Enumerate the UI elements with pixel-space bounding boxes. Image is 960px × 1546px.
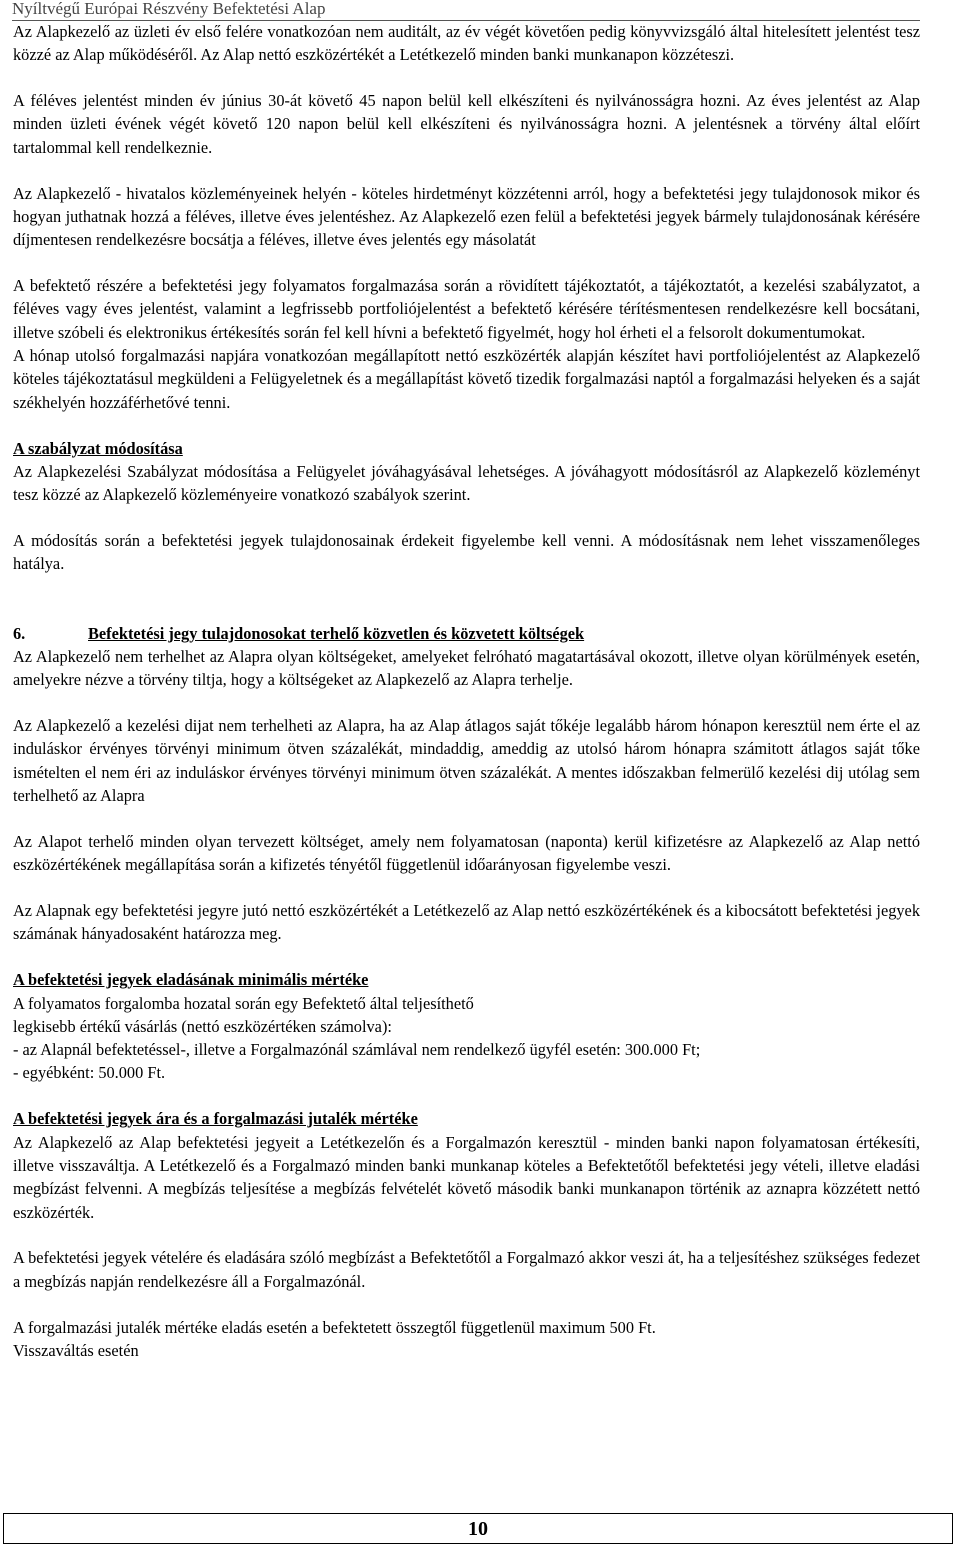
paragraph-planned-costs: Az Alapot terhelő minden olyan tervezett költséget, amely nem folyamatosan (naponta) kerül kifizetésre az Alapkezelő az Alap nettó eszközértékének megállapítása során a kifizetés tényétől függetlenül időarányosan figyelembe veszi. <box>13 831 920 875</box>
min-sale-line: legkisebb értékű vásárlás (nettó eszközértéken számolva): <box>13 1016 392 1036</box>
paragraph-investor-documents: A befektető részére a befektetési jegy folyamatos forgalmazása során a rövidített tájékoztatót, a tájékoztatót, a kezelési szabályzatot, a féléves vagy éves jelentést, valamint a legfrissebb portfoliójelentést a befektető kérésére térítésmentesen rendelkezésre kell bocsátani, illetve szóbeli és elektronikus értékesítés során fel kell hívni a befektető figyelmét, hogy hol érheti el a felsorolt dokumentumokat. <box>13 276 920 342</box>
document-body <box>13 20 920 1362</box>
paragraph-report-availability: Az Alapkezelő - hivatalos közleményeinek helyén - köteles hirdetményt közzétenni arról, hogy a befektetési jegy tulajdonosok mikor és hogyan juthatnak hozzá a féléves, illetve éves jelentéshez. Az Alapkezelő ezen felül a befektetési jegyek bármely tulajdonosának kérésére díjmentesen rendelkezésre bocsátja a féléves, illetve éves jelentés egy másolatát <box>13 183 920 250</box>
paragraph-commission: A forgalmazási jutalék mértéke eladás esetén a befektetett összegtől függetlenül maximum 500 Ft. <box>13 1317 656 1337</box>
paragraph-amendment-approval: Az Alapkezelési Szabályzat módosítása a Felügyelet jóváhagyásával lehetséges. A jóváhagyott módosításról az Alapkezelő közleményt tesz közzé az Alapkezelő közleményeire vonatkozó szabályok szerint. <box>13 461 920 505</box>
paragraph-order-acceptance: A befektetési jegyek vételére és eladására szóló megbízást a Befektetőtől a Forgalmazó akkor veszi át, ha a teljesítéshez szükséges fedezet a megbízás napján rendelkezésre áll a Forgalmazónál. <box>13 1248 920 1291</box>
section-title: Befektetési jegy tulajdonosokat terhelő közvetlen és közvetett költségek <box>88 623 585 643</box>
paragraph-audit: Az Alapkezelő az üzleti év első felére vonatkozóan nem auditált, az év végét követően pedig könyvvizsgáló által hitelesített jelentést tesz közzé az Alap működéséről. Az Alap nettó eszközértékét a Letétkezelő minden banki munkanapon közzéteszi. <box>13 22 920 65</box>
paragraph-amendment-interests: A módosítás során a befektetési jegyek tulajdonosainak érdekeit figyelembe kell venni. A módosításnak nem lehet visszamenőleges hatálya. <box>13 531 920 574</box>
min-sale-line: - egyébként: 50.000 Ft. <box>13 1063 166 1083</box>
heading-price-commission: A befektetési jegyek ára és a forgalmazási jutalék mértéke <box>13 1109 418 1129</box>
heading-minimum-sale: A befektetési jegyek eladásának minimális mértéke <box>13 970 369 990</box>
min-sale-line: - az Alapnál befektetéssel-, illetve a Forgalmazónál számlával nem rendelkező ügyfél esetén: 300.000 Ft; <box>13 1040 701 1060</box>
heading-amendment: A szabályzat módosítása <box>13 438 183 458</box>
section-6-heading <box>13 622 920 645</box>
page-number: 10 <box>468 1518 488 1540</box>
paragraph-redemption-label: Visszaváltás esetén <box>13 1340 139 1360</box>
paragraph-report-deadlines: A féléves jelentést minden év június 30-át követő 45 napon belül kell elkészíteni és nyilvánosságra hozni. Az éves jelentést az Alap minden üzleti évének végét követő 120 napon belül kell elkészíteni és nyilvánosságra hozni. A jelentésnek a törvény által előírt tartalommal kell rendelkeznie. <box>13 91 920 157</box>
min-sale-line: A folyamatos forgalomba hozatal során egy Befektető által teljesíthető <box>13 993 474 1013</box>
paragraph-cost-restriction: Az Alapkezelő nem terhelhet az Alapra olyan költségeket, amelyeket felróható magatartásával okozott, illetve olyan körülmények esetén, amelyekre nézve a törvény tiltja, hogy a költségeket az Alapkezelő az Alapra terhelje. <box>13 646 920 690</box>
page-header-title: Nyíltvégű Európai Részvény Befektetési Alap <box>12 0 326 18</box>
paragraph-management-fee: Az Alapkezelő a kezelési dijat nem terhelheti az Alapra, ha az Alap átlagos saját tőkéje legalább három hónapon keresztül nem érte el az induláskor érvényes törvényi minimum ötven százalékát, mindaddig, ameddig az utolsó három hónapra számitott átlagos saját tőke ismételten el nem éri az induláskor érvényes törvényi minimum ötven százalékát. A mentes időszakban felmerülő kezelési dij utólag sem terhelhető az Alapra <box>13 716 920 805</box>
page-footer <box>3 1513 953 1544</box>
paragraph-sale-redemption: Az Alapkezelő az Alap befektetési jegyeit a Letétkezelőn és a Forgalmazón keresztül - minden banki napon folyamatosan értékesíti, illetve visszaváltja. A Letétkezelő és a Forgalmazó minden banki munkanap köteles a Befektetőtől befektetési jegy vételi, illetve eladási megbízást felvenni. A megbízás teljesítése a megbízás felvételét követő második banki munkanapon történik az aznapra közzétett nettó eszközérték. <box>13 1132 920 1222</box>
paragraph-nav-per-unit: Az Alapnak egy befektetési jegyre jutó nettó eszközértékét a Letétkezelő az Alap nettó eszközértékének és a kibocsátott befektetési jegyek számának hányadosaként határozza meg. <box>13 901 920 944</box>
section-number: 6. <box>13 623 26 643</box>
paragraph-portfolio-report: A hónap utolsó forgalmazási napjára vonatkozóan megállapított nettó eszközérték alapján készítet havi portfoliójelentést az Alapkezelő köteles tájékoztatásul megküldeni a Felügyeletnek és a megállapítást követő tizedik forgalmazási naptól a forgalmazási helyeken és a saját székhelyén hozzáférhetővé tenni. <box>13 346 920 412</box>
